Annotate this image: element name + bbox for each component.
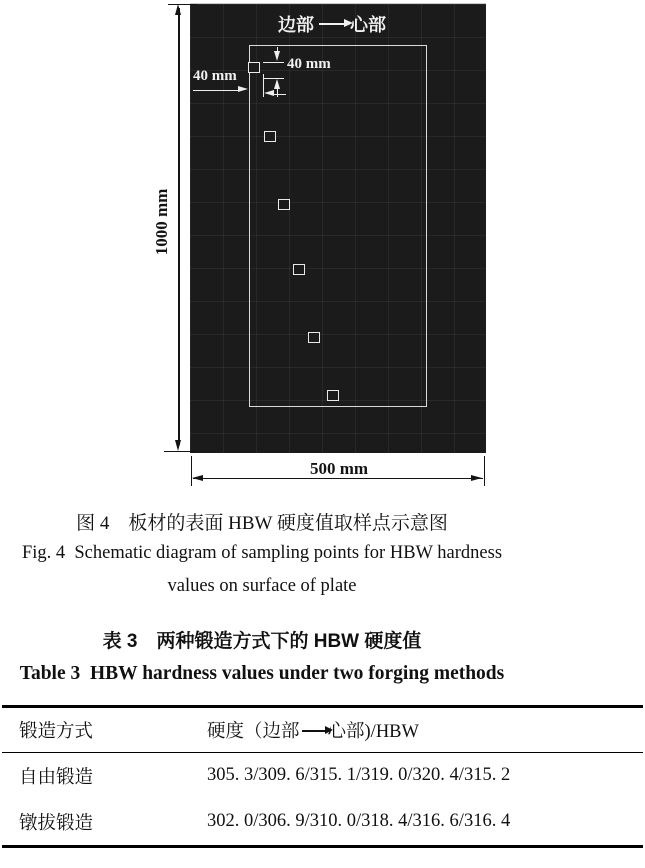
table-header-row	[2, 707, 643, 753]
extension-line	[168, 4, 197, 5]
table-row	[2, 799, 643, 847]
sampling-region-outline	[249, 45, 427, 407]
sample-square-2	[264, 131, 276, 142]
flow-label-center: 心部	[350, 15, 386, 35]
sample-square-3	[278, 199, 290, 210]
arrowhead-up-icon	[274, 79, 280, 89]
extension-line	[191, 456, 192, 486]
figure-caption-en-line1: Fig. 4 Schematic diagram of sampling points for HBW hardness	[21, 543, 503, 563]
method-cell: 自由锻造	[19, 767, 94, 788]
hbw-hardness-table	[2, 705, 643, 848]
flow-direction-label	[278, 11, 386, 37]
hardness-header-post: 心部)/HBW	[327, 722, 419, 742]
arrowhead-up-icon	[175, 4, 181, 15]
plate-width-label: 500 mm	[309, 459, 369, 478]
dimension-line	[193, 90, 239, 91]
sample-square-4	[293, 264, 305, 275]
plate-surface	[190, 3, 486, 453]
hardness-header-pre: 硬度（边部	[207, 722, 300, 742]
sample-square-1	[248, 62, 260, 73]
right-arrow-icon	[319, 23, 345, 25]
extension-line	[164, 451, 197, 452]
extension-line	[484, 456, 485, 486]
plate-height-label: 1000 mm	[152, 188, 171, 256]
sample-square-6	[327, 390, 339, 401]
square-width-dim-label: 40 mm	[193, 68, 237, 84]
figure-caption-zh: 图 4 板材的表面 HBW 硬度值取样点示意图	[76, 513, 448, 534]
arrowhead-left-icon	[264, 90, 274, 96]
table-title-block	[0, 627, 524, 690]
values-cell: 305. 3/309. 6/315. 1/319. 0/320. 4/315. 2	[207, 765, 511, 786]
col-header-hardness	[207, 707, 643, 753]
sample-square-5	[308, 332, 320, 343]
arrowhead-right-icon	[471, 475, 482, 481]
square-height-dim-label: 40 mm	[287, 56, 331, 72]
table-title-zh: 表 3 两种锻造方式下的 HBW 硬度值	[102, 631, 422, 652]
arrowhead-down-icon	[274, 51, 280, 61]
table-title-en: Table 3 HBW hardness values under two forging methods	[19, 663, 505, 684]
figure-caption-en-line2: values on surface of plate	[167, 576, 357, 596]
right-arrow-icon	[302, 730, 326, 732]
dimension-line	[274, 94, 286, 95]
method-cell: 镦拔锻造	[19, 813, 94, 834]
table-row	[2, 753, 643, 799]
extension-line	[263, 62, 284, 63]
arrowhead-down-icon	[175, 440, 181, 451]
arrowhead-right-icon	[238, 86, 248, 92]
height-dimension-line	[178, 8, 179, 445]
flow-label-edge: 边部	[278, 15, 314, 35]
figure-caption-block	[0, 510, 524, 603]
arrowhead-left-icon	[192, 475, 203, 481]
values-cell: 302. 0/306. 9/310. 0/318. 4/316. 6/316. 4	[207, 811, 511, 832]
col-header-forging-method: 锻造方式	[19, 722, 94, 742]
